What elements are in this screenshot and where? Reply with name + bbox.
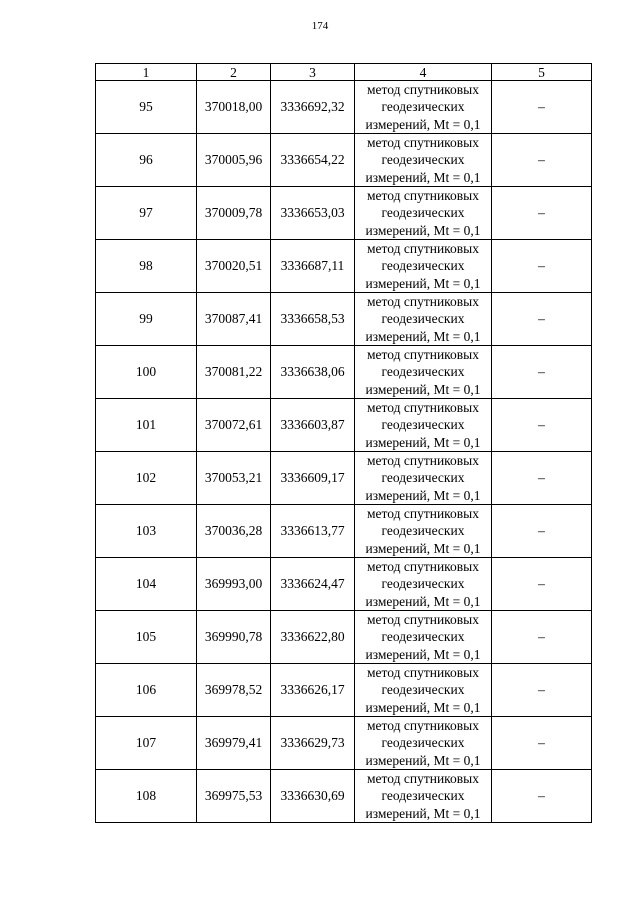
note-cell: – bbox=[492, 558, 592, 611]
point-number-cell: 97 bbox=[96, 187, 197, 240]
method-line: измерений, Mt = 0,1 bbox=[365, 169, 481, 185]
point-number-cell: 96 bbox=[96, 134, 197, 187]
point-number-cell: 101 bbox=[96, 399, 197, 452]
point-number-cell: 105 bbox=[96, 611, 197, 664]
column-header-2: 2 bbox=[197, 64, 271, 81]
y-coordinate-cell: 3336653,03 bbox=[271, 187, 355, 240]
table-row bbox=[96, 558, 592, 611]
y-coordinate-cell: 3336629,73 bbox=[271, 717, 355, 770]
method-line: измерений, Mt = 0,1 bbox=[365, 381, 481, 397]
x-coordinate-cell: 370018,00 bbox=[197, 81, 271, 134]
x-coordinate-cell: 369990,78 bbox=[197, 611, 271, 664]
column-header-4: 4 bbox=[355, 64, 492, 81]
method-line: геодезических bbox=[381, 417, 465, 433]
method-cell bbox=[355, 770, 492, 823]
point-number-cell: 98 bbox=[96, 240, 197, 293]
y-coordinate-cell: 3336630,69 bbox=[271, 770, 355, 823]
method-line: измерений, Mt = 0,1 bbox=[365, 752, 481, 768]
method-line: геодезических bbox=[381, 576, 465, 592]
method-line: метод спутниковых bbox=[367, 188, 479, 204]
note-cell: – bbox=[492, 505, 592, 558]
method-line: измерений, Mt = 0,1 bbox=[365, 699, 481, 715]
table-row bbox=[96, 187, 592, 240]
method-cell bbox=[355, 558, 492, 611]
method-line: геодезических bbox=[381, 311, 465, 327]
method-line: измерений, Mt = 0,1 bbox=[365, 275, 481, 291]
method-line: метод спутниковых bbox=[367, 612, 479, 628]
table-row bbox=[96, 134, 592, 187]
method-line: измерений, Mt = 0,1 bbox=[365, 434, 481, 450]
table-row bbox=[96, 240, 592, 293]
method-line: метод спутниковых bbox=[367, 294, 479, 310]
point-number-cell: 106 bbox=[96, 664, 197, 717]
method-line: метод спутниковых bbox=[367, 771, 479, 787]
y-coordinate-cell: 3336654,22 bbox=[271, 134, 355, 187]
method-cell bbox=[355, 240, 492, 293]
method-line: метод спутниковых bbox=[367, 718, 479, 734]
method-cell bbox=[355, 717, 492, 770]
y-coordinate-cell: 3336624,47 bbox=[271, 558, 355, 611]
point-number-cell: 99 bbox=[96, 293, 197, 346]
method-line: геодезических bbox=[381, 258, 465, 274]
y-coordinate-cell: 3336687,11 bbox=[271, 240, 355, 293]
method-line: измерений, Mt = 0,1 bbox=[365, 646, 481, 662]
y-coordinate-cell: 3336603,87 bbox=[271, 399, 355, 452]
table-row bbox=[96, 346, 592, 399]
method-cell bbox=[355, 81, 492, 134]
method-cell bbox=[355, 399, 492, 452]
coordinates-table bbox=[95, 63, 592, 823]
table-row bbox=[96, 293, 592, 346]
method-line: метод спутниковых bbox=[367, 135, 479, 151]
method-line: метод спутниковых bbox=[367, 665, 479, 681]
point-number-cell: 108 bbox=[96, 770, 197, 823]
method-line: метод спутниковых bbox=[367, 400, 479, 416]
point-number-cell: 103 bbox=[96, 505, 197, 558]
note-cell: – bbox=[492, 187, 592, 240]
method-line: геодезических bbox=[381, 152, 465, 168]
table-row bbox=[96, 399, 592, 452]
note-cell: – bbox=[492, 293, 592, 346]
point-number-cell: 95 bbox=[96, 81, 197, 134]
note-cell: – bbox=[492, 452, 592, 505]
method-line: геодезических bbox=[381, 788, 465, 804]
method-cell bbox=[355, 452, 492, 505]
page-number: 174 bbox=[311, 20, 329, 32]
method-line: измерений, Mt = 0,1 bbox=[365, 540, 481, 556]
method-cell bbox=[355, 611, 492, 664]
y-coordinate-cell: 3336638,06 bbox=[271, 346, 355, 399]
y-coordinate-cell: 3336658,53 bbox=[271, 293, 355, 346]
x-coordinate-cell: 369993,00 bbox=[197, 558, 271, 611]
method-line: метод спутниковых bbox=[367, 506, 479, 522]
note-cell: – bbox=[492, 770, 592, 823]
method-line: измерений, Mt = 0,1 bbox=[365, 487, 481, 503]
method-cell bbox=[355, 187, 492, 240]
method-cell bbox=[355, 664, 492, 717]
column-header-1: 1 bbox=[96, 64, 197, 81]
note-cell: – bbox=[492, 717, 592, 770]
table-row bbox=[96, 717, 592, 770]
x-coordinate-cell: 369979,41 bbox=[197, 717, 271, 770]
x-coordinate-cell: 370020,51 bbox=[197, 240, 271, 293]
method-line: измерений, Mt = 0,1 bbox=[365, 222, 481, 238]
method-line: метод спутниковых bbox=[367, 82, 479, 98]
note-cell: – bbox=[492, 81, 592, 134]
point-number-cell: 107 bbox=[96, 717, 197, 770]
note-cell: – bbox=[492, 134, 592, 187]
note-cell: – bbox=[492, 664, 592, 717]
x-coordinate-cell: 369975,53 bbox=[197, 770, 271, 823]
table-row bbox=[96, 770, 592, 823]
note-cell: – bbox=[492, 346, 592, 399]
x-coordinate-cell: 369978,52 bbox=[197, 664, 271, 717]
method-line: геодезических bbox=[381, 99, 465, 115]
column-header-5: 5 bbox=[492, 64, 592, 81]
header-row bbox=[96, 64, 592, 81]
point-number-cell: 100 bbox=[96, 346, 197, 399]
table-header bbox=[96, 64, 592, 81]
method-line: метод спутниковых bbox=[367, 347, 479, 363]
x-coordinate-cell: 370081,22 bbox=[197, 346, 271, 399]
method-line: геодезических bbox=[381, 470, 465, 486]
y-coordinate-cell: 3336613,77 bbox=[271, 505, 355, 558]
method-line: геодезических bbox=[381, 364, 465, 380]
point-number-cell: 102 bbox=[96, 452, 197, 505]
method-cell bbox=[355, 346, 492, 399]
y-coordinate-cell: 3336692,32 bbox=[271, 81, 355, 134]
note-cell: – bbox=[492, 399, 592, 452]
method-line: геодезических bbox=[381, 629, 465, 645]
table-row bbox=[96, 664, 592, 717]
y-coordinate-cell: 3336626,17 bbox=[271, 664, 355, 717]
method-line: геодезических bbox=[381, 682, 465, 698]
method-line: геодезических bbox=[381, 523, 465, 539]
method-line: измерений, Mt = 0,1 bbox=[365, 328, 481, 344]
x-coordinate-cell: 370005,96 bbox=[197, 134, 271, 187]
method-line: метод спутниковых bbox=[367, 559, 479, 575]
note-cell: – bbox=[492, 240, 592, 293]
x-coordinate-cell: 370087,41 bbox=[197, 293, 271, 346]
method-line: геодезических bbox=[381, 205, 465, 221]
method-line: геодезических bbox=[381, 735, 465, 751]
y-coordinate-cell: 3336609,17 bbox=[271, 452, 355, 505]
method-line: измерений, Mt = 0,1 bbox=[365, 116, 481, 132]
table-body bbox=[96, 81, 592, 823]
method-line: метод спутниковых bbox=[367, 453, 479, 469]
table-row bbox=[96, 611, 592, 664]
x-coordinate-cell: 370072,61 bbox=[197, 399, 271, 452]
table-row bbox=[96, 505, 592, 558]
x-coordinate-cell: 370053,21 bbox=[197, 452, 271, 505]
method-line: метод спутниковых bbox=[367, 241, 479, 257]
point-number-cell: 104 bbox=[96, 558, 197, 611]
method-cell bbox=[355, 505, 492, 558]
note-cell: – bbox=[492, 611, 592, 664]
method-line: измерений, Mt = 0,1 bbox=[365, 593, 481, 609]
y-coordinate-cell: 3336622,80 bbox=[271, 611, 355, 664]
method-line: измерений, Mt = 0,1 bbox=[365, 805, 481, 821]
column-header-3: 3 bbox=[271, 64, 355, 81]
x-coordinate-cell: 370036,28 bbox=[197, 505, 271, 558]
table-row bbox=[96, 452, 592, 505]
table-row bbox=[96, 81, 592, 134]
method-cell bbox=[355, 134, 492, 187]
method-cell bbox=[355, 293, 492, 346]
x-coordinate-cell: 370009,78 bbox=[197, 187, 271, 240]
